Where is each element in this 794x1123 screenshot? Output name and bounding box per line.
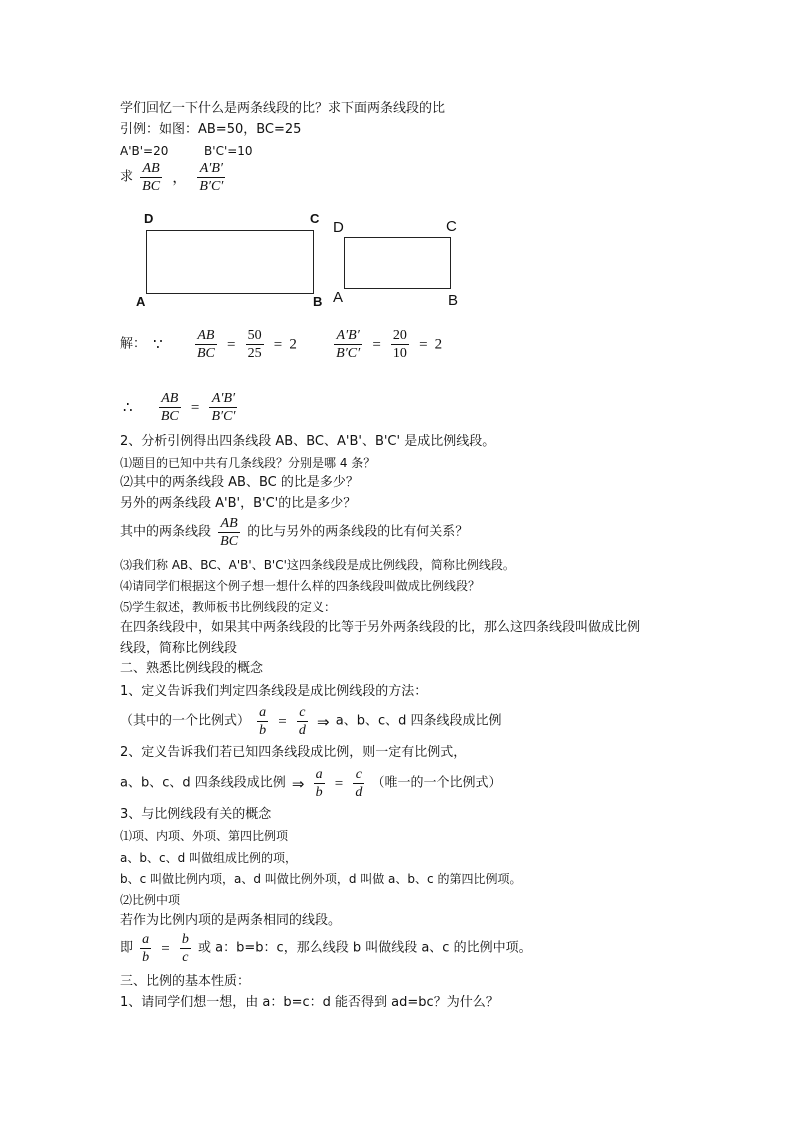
question-1: ⑴题目的已知中共有几条线段？分别是哪 4 条？	[120, 456, 376, 470]
numerator: AB	[140, 160, 162, 178]
fraction-apbp-bpcp	[209, 390, 237, 425]
fraction-ab-bc	[218, 515, 240, 550]
equals-sign: =	[273, 336, 283, 353]
fraction-ab-bc	[195, 327, 217, 362]
definition-line-1: 在四条线段中，如果其中两条线段的比等于另外两条线段的比，那么这四条线段叫做成比例	[120, 620, 641, 635]
fraction-a-b	[257, 704, 268, 739]
equals-sign: =	[372, 336, 381, 353]
vertex-ap: A	[333, 289, 344, 306]
numerator: c	[353, 766, 364, 784]
fraction-c-d	[353, 766, 364, 801]
because-symbol: ∵	[153, 336, 163, 353]
analysis-intro: 2、分析引例得出四条线段 AB、BC、A'B'、B'C' 是成比例线段。	[120, 434, 496, 449]
numerator: A′B′	[209, 390, 237, 408]
question-2b: 另外的两条线段 A'B'，B'C'的比是多少？	[120, 496, 357, 511]
intro-question: 学们回忆一下什么是两条线段的比？求下面两条线段的比	[120, 101, 446, 116]
numerator: A′B′	[197, 160, 225, 178]
rectangle-apbpcpdp	[344, 237, 451, 289]
formula-pre: （其中的一个比例式）	[120, 713, 251, 729]
therefore-symbol: ∴	[123, 399, 133, 416]
vertex-cp: C	[446, 218, 457, 235]
rectangle-abcd	[146, 230, 314, 294]
fraction-ab-bc	[159, 390, 181, 425]
denominator: 10	[392, 346, 407, 361]
section-2-p3-3: b、c 叫做比例内项，a、d 叫做比例外项，d 叫做 a、b、c 的第四比例项。	[120, 872, 522, 886]
question-3: ⑶我们称 AB、BC、A'B'、B'C'这四条线段是成比例线段，简称比例线段。	[120, 558, 515, 572]
question-2c	[120, 515, 468, 550]
section-2-title: 二、熟悉比例线段的概念	[120, 661, 264, 676]
section-3-p1: 1、请同学们想一想，由 a：b=c：d 能否得到 ad=bc？为什么？	[120, 995, 499, 1010]
fraction-a-b	[140, 931, 151, 966]
question-2: ⑵其中的两条线段 AB、BC 的比是多少？	[120, 475, 359, 490]
denominator: b	[259, 723, 267, 738]
question-5: ⑸学生叙述，教师板书比例线段的定义：	[120, 600, 337, 614]
length-bpcp: B'C'=10	[204, 144, 253, 158]
solution-line	[120, 327, 442, 362]
fraction-apbp-bpcp	[197, 160, 225, 195]
numerator: AB	[195, 327, 217, 345]
intro-lengths	[120, 142, 253, 160]
numerator: AB	[218, 515, 240, 533]
numerator: c	[297, 704, 308, 722]
denominator: b	[315, 785, 323, 800]
length-apbp: A'B'=20	[120, 144, 169, 158]
numerator: A′B′	[334, 327, 362, 345]
vertex-c: C	[310, 211, 320, 226]
equals-sign: =	[278, 713, 287, 730]
solution-label: 解：	[120, 336, 147, 352]
section-2-p3-6	[120, 931, 532, 966]
vertex-dp: D	[333, 219, 344, 236]
numerator: b	[181, 932, 189, 947]
denominator: B′C′	[199, 179, 224, 194]
intro-example: 引例：如图：AB=50，BC=25	[120, 122, 302, 137]
fraction-c-d	[297, 704, 308, 739]
fraction-apbp-bpcp	[334, 327, 362, 362]
denominator: BC	[142, 179, 161, 194]
vertex-b: B	[313, 294, 323, 309]
fraction-ab-bc	[140, 160, 162, 195]
implies-arrow: ⇒	[291, 774, 305, 793]
fraction-a-b	[314, 766, 325, 801]
result-value: 2	[434, 336, 443, 353]
denominator: B′C′	[336, 346, 361, 361]
denominator: BC	[220, 534, 239, 549]
denominator: BC	[196, 346, 215, 361]
denominator: d	[355, 785, 363, 800]
denominator: c	[182, 950, 189, 965]
section-2-p2-formula	[120, 766, 502, 801]
equals-sign: =	[419, 336, 428, 353]
equals-sign: =	[190, 399, 200, 416]
section-2-p3-4: ⑵比例中项	[120, 893, 181, 907]
equals-sign: =	[334, 775, 344, 792]
intro-ask	[120, 160, 228, 195]
definition-line-2: 线段，简称比例线段	[120, 641, 238, 656]
fraction-20-10	[391, 327, 409, 362]
numerator: a	[259, 705, 267, 720]
formula-post: 或 a：b=b：c，那么线段 b 叫做线段 a、c 的比例中项。	[198, 940, 532, 956]
denominator: d	[298, 723, 306, 738]
numerator: AB	[159, 390, 181, 408]
numerator: a	[315, 767, 323, 782]
denominator: 25	[247, 346, 262, 361]
fraction-b-c	[180, 931, 191, 966]
vertex-d: D	[144, 211, 154, 226]
denominator: b	[142, 950, 150, 965]
vertex-a: A	[136, 294, 146, 309]
section-2-p2: 2、定义告诉我们若已知四条线段成比例，则一定有比例式，	[120, 745, 467, 760]
formula-pre: a、b、c、d 四条线段成比例	[120, 775, 286, 791]
result-value: 2	[289, 336, 297, 353]
section-2-p1: 1、定义告诉我们判定四条线段是成比例线段的方法：	[120, 684, 428, 699]
ask-label: 求	[120, 169, 134, 185]
formula-post: a、b、c、d 四条线段成比例	[335, 713, 502, 729]
implies-arrow: ⇒	[317, 712, 330, 731]
question-4: ⑷请同学们根据这个例子想一想什么样的四条线段叫做成比例线段？	[120, 579, 481, 593]
formula-post: （唯一的一个比例式）	[371, 775, 502, 791]
question-2c-pre: 其中的两条线段	[120, 524, 212, 540]
formula-pre: 即	[120, 940, 134, 956]
numerator: a	[142, 932, 150, 947]
therefore-line	[120, 390, 240, 425]
denominator: BC	[160, 409, 179, 424]
denominator: B′C′	[211, 409, 236, 424]
separator: ，	[172, 169, 188, 186]
section-2-p1-formula	[120, 704, 502, 739]
section-3-title: 三、比例的基本性质：	[120, 974, 251, 989]
numerator: 20	[392, 328, 407, 343]
vertex-bp: B	[448, 292, 459, 309]
equals-sign: =	[161, 940, 170, 957]
question-2c-post: 的比与另外的两条线段的比有何关系？	[247, 524, 469, 540]
section-2-p3-5: 若作为比例内项的是两条相同的线段。	[120, 913, 342, 928]
section-2-p3-1: ⑴项、内项、外项、第四比例项	[120, 829, 289, 843]
numerator: 50	[247, 328, 262, 343]
fraction-50-25	[246, 327, 264, 362]
equals-sign: =	[227, 336, 236, 353]
section-2-p3: 3、与比例线段有关的概念	[120, 807, 272, 822]
section-2-p3-2: a、b、c、d 叫做组成比例的项，	[120, 851, 298, 865]
